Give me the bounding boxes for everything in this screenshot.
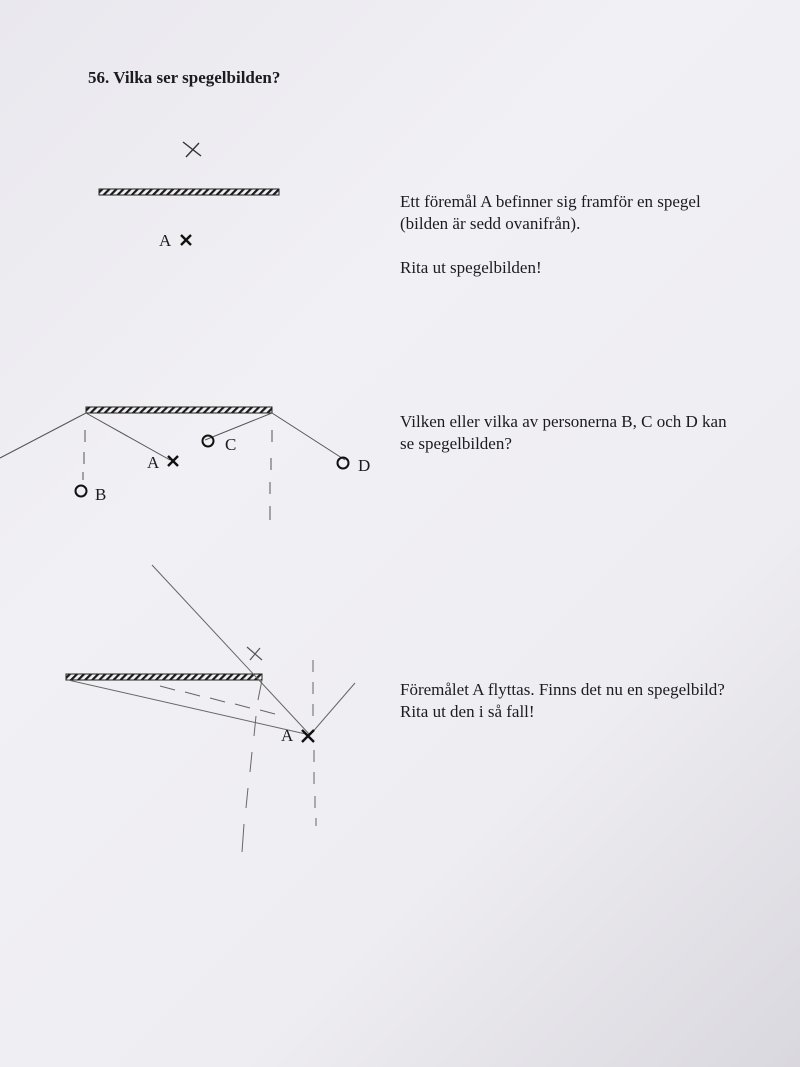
person-c-circle bbox=[203, 436, 214, 447]
person-d-label: D bbox=[358, 456, 371, 475]
object-a-cross-1 bbox=[181, 235, 191, 245]
mirror-1 bbox=[99, 189, 279, 195]
person-b-label: B bbox=[95, 485, 107, 504]
section2-question: Vilken eller vilka av personerna B, C och D kan se spegelbilden? bbox=[400, 412, 727, 453]
mirror-2 bbox=[86, 407, 272, 413]
section3-question: Föremålet A flyttas. Finns det nu en spegelbild? Rita ut den i så fall! bbox=[400, 680, 725, 721]
section1-instruction: Rita ut spegelbilden! bbox=[400, 258, 542, 277]
object-a-label-2: A bbox=[147, 453, 160, 472]
handdrawn-mirror-image-mark-3 bbox=[247, 647, 262, 660]
section1-description: Ett föremål A befinner sig framför en spegel (bilden är sedd ovanifrån). bbox=[400, 192, 701, 233]
object-a-label-1: A bbox=[159, 231, 172, 250]
mirror-3 bbox=[66, 674, 262, 680]
object-a-cross-3 bbox=[302, 730, 314, 742]
handdrawn-mirror-image-mark bbox=[183, 142, 201, 157]
ray-construction-lines-2 bbox=[0, 413, 345, 520]
object-a-cross-2 bbox=[168, 456, 178, 466]
page-title: 56. Vilka ser spegelbilden? bbox=[88, 68, 281, 87]
object-a-label-3: A bbox=[281, 726, 294, 745]
ray-construction-lines-3 bbox=[68, 565, 355, 852]
person-c-label: C bbox=[225, 435, 237, 454]
person-b-circle bbox=[76, 486, 87, 497]
